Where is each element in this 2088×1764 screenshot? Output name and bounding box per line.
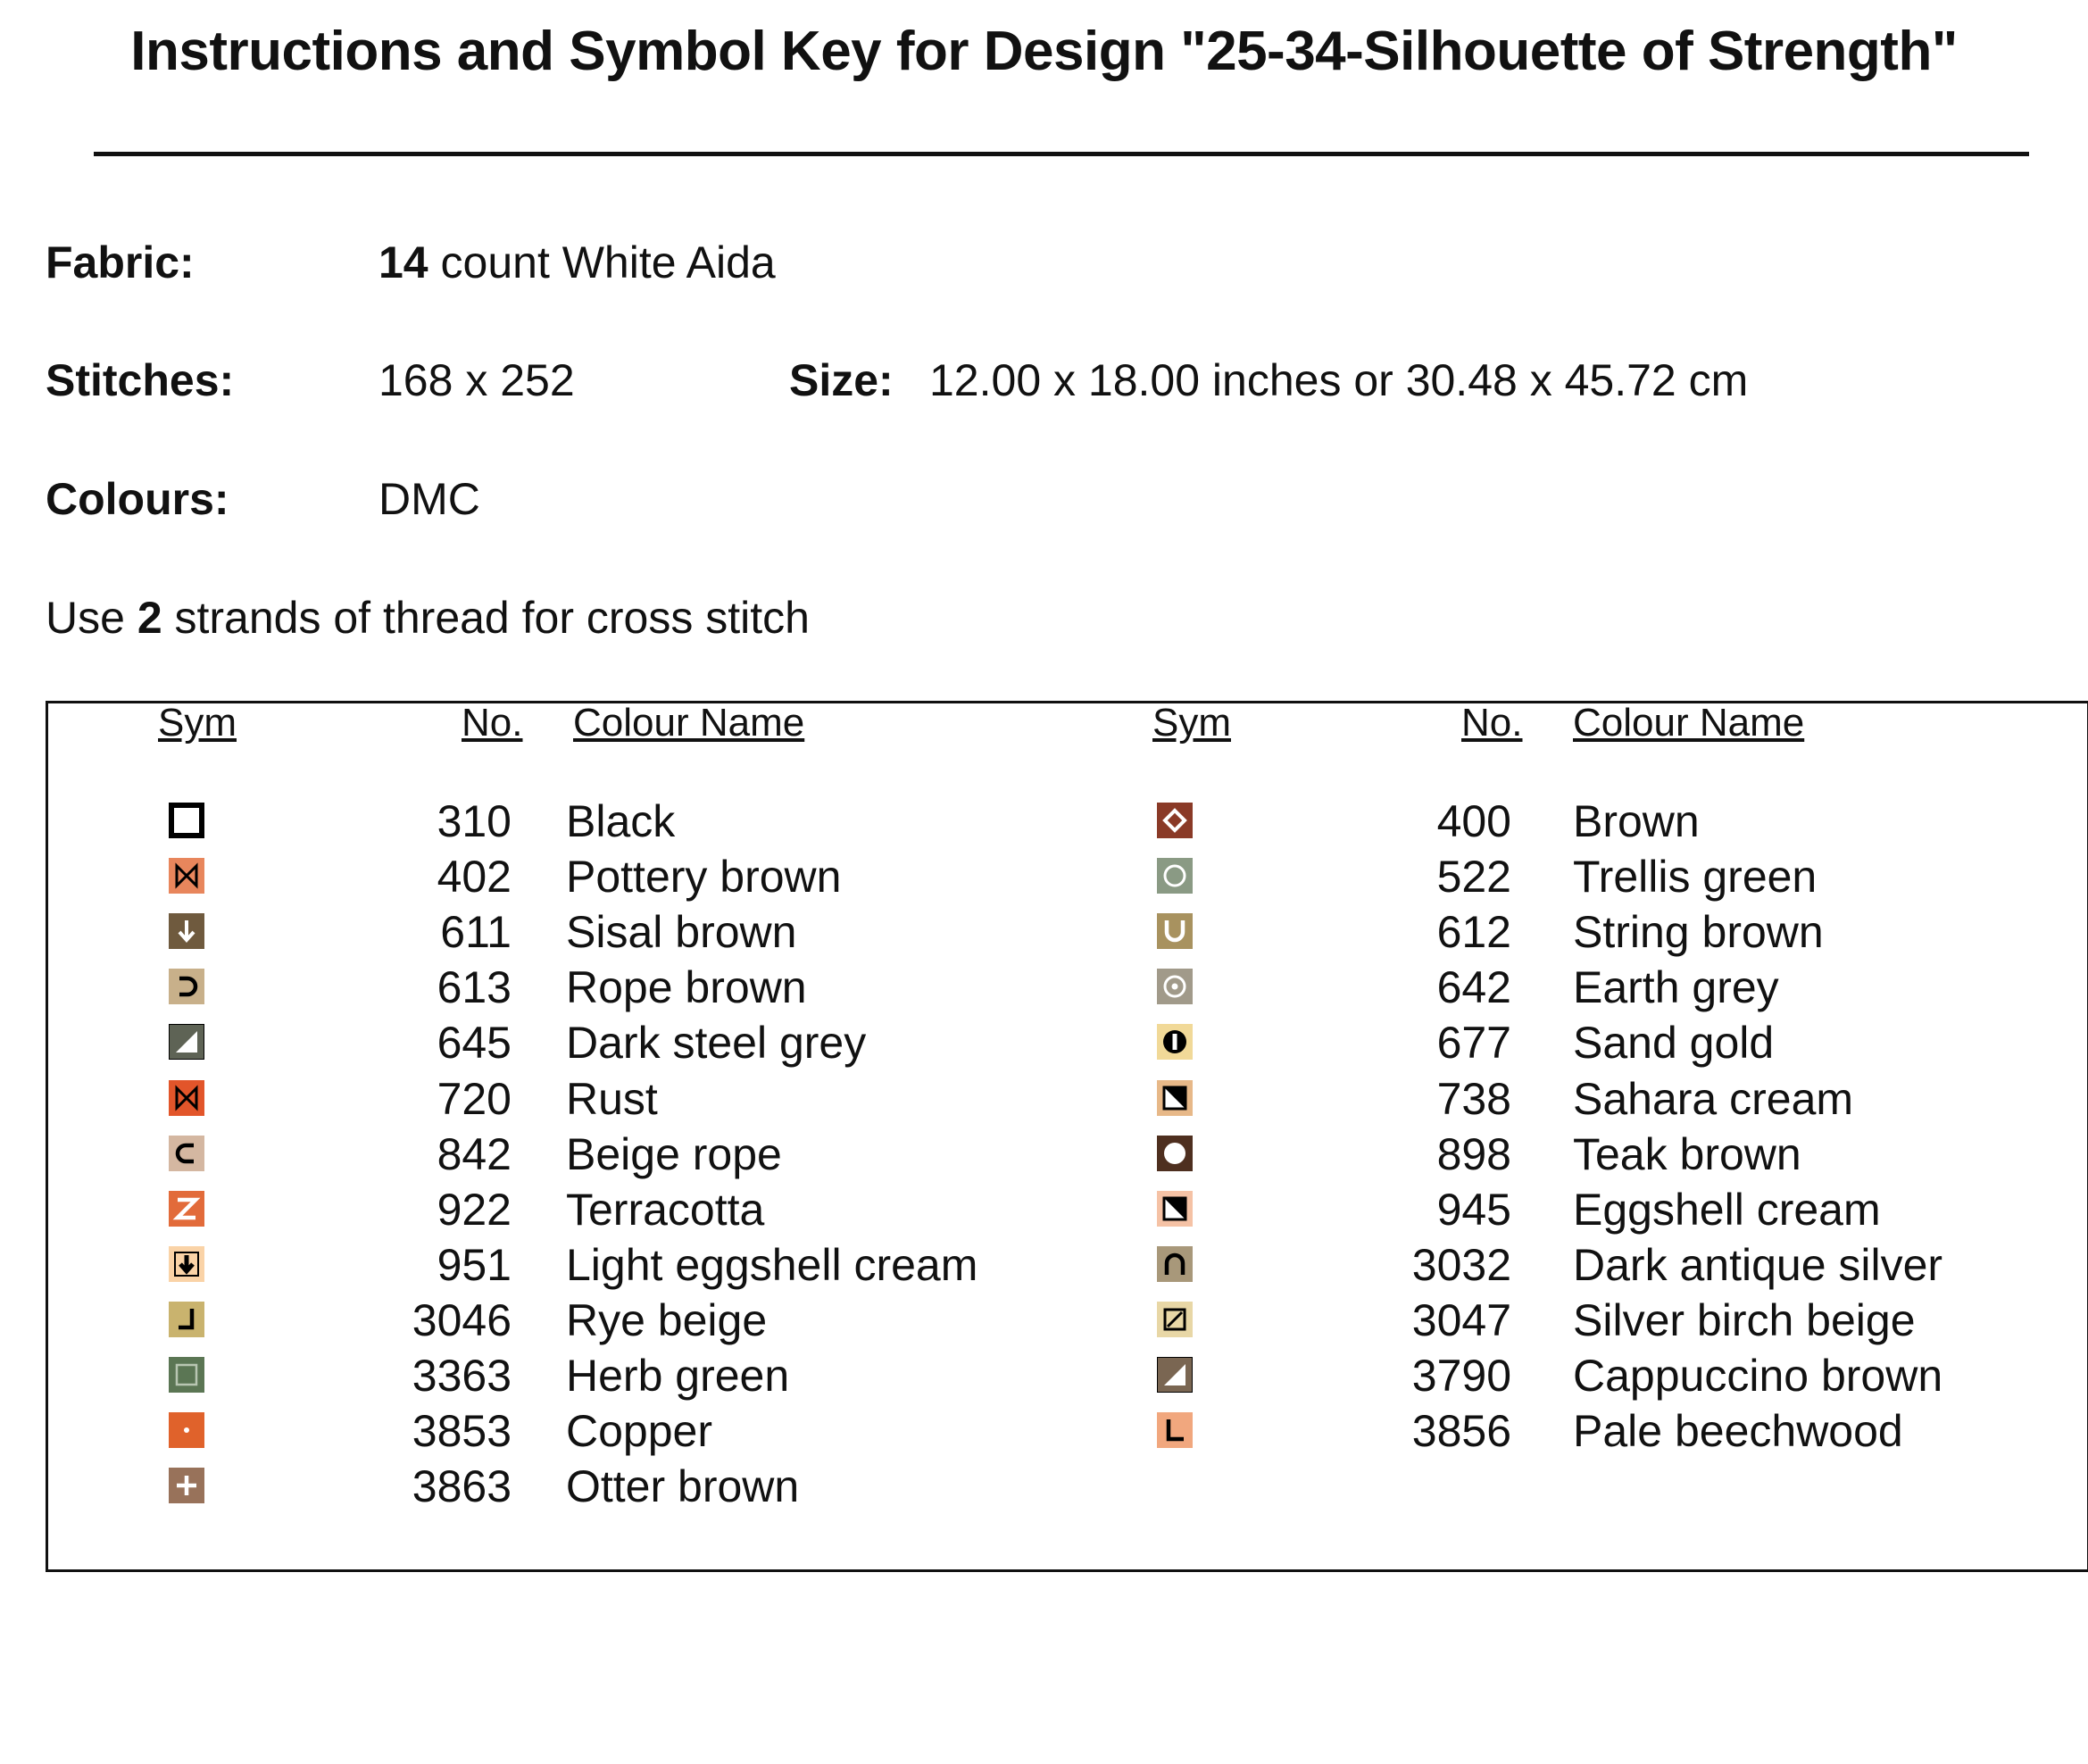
slash-square-icon [1157, 1302, 1193, 1337]
dmc-number: 738 [1436, 1073, 1511, 1124]
arch-icon [1157, 1246, 1193, 1282]
dmc-number: 3363 [412, 1351, 512, 1401]
colour-name: Cappuccino brown [1573, 1351, 1943, 1401]
dmc-number: 400 [1436, 796, 1511, 846]
dmc-number: 945 [1436, 1184, 1511, 1235]
colour-name: Rope brown [566, 962, 807, 1013]
colour-name: Pottery brown [566, 852, 842, 903]
half-square-icon [1157, 1080, 1193, 1116]
header-sym-left: Sym [158, 701, 237, 745]
strands-instruction [46, 592, 810, 644]
strands-count: 2 [137, 593, 162, 643]
u-shape-icon [1157, 913, 1193, 949]
colour-name: Beige rope [566, 1128, 782, 1179]
dmc-number: 842 [437, 1128, 512, 1179]
size-label: Size: [789, 355, 894, 405]
colour-name: Teak brown [1573, 1128, 1801, 1179]
dmc-number: 642 [1436, 962, 1511, 1013]
dmc-number: 612 [1436, 907, 1511, 958]
colour-name: Rye beige [566, 1294, 768, 1345]
dmc-number: 310 [437, 796, 512, 846]
fabric-count: 14 [379, 237, 428, 287]
circle-mark-icon [1157, 1024, 1193, 1060]
dmc-number: 522 [1436, 852, 1511, 903]
header-colour-name-left: Colour Name [573, 701, 805, 745]
header-sym-right: Sym [1152, 701, 1231, 745]
colour-name: Sahara cream [1573, 1073, 1854, 1124]
key-row [0, 1184, 2088, 1244]
circle-outline-icon [1157, 858, 1193, 894]
dmc-number: 3046 [412, 1294, 512, 1345]
colour-name: Black [566, 796, 676, 846]
colours-label: Colours: [46, 474, 229, 524]
strands-suffix: strands of thread for cross stitch [162, 593, 810, 643]
colour-name: Otter brown [566, 1461, 800, 1512]
colour-name: Pale beechwood [1573, 1406, 1903, 1457]
key-row [0, 1073, 2088, 1134]
dmc-number: 402 [437, 852, 512, 903]
dmc-number: 951 [437, 1239, 512, 1290]
colour-name: Silver birch beige [1573, 1294, 1916, 1345]
dmc-number: 611 [440, 907, 512, 958]
dmc-number: 922 [437, 1184, 512, 1235]
key-row [0, 1351, 2088, 1410]
colour-name: Brown [1573, 796, 1700, 846]
key-row [0, 962, 2088, 1022]
header-no-left: No. [462, 701, 523, 745]
half-triangle-icon [1157, 1357, 1193, 1393]
target-icon [1157, 969, 1193, 1004]
colour-name: Trellis green [1573, 852, 1818, 903]
key-row [0, 796, 2088, 856]
dmc-number: 3790 [1411, 1351, 1511, 1401]
key-row [0, 1461, 2088, 1521]
key-row [0, 1128, 2088, 1189]
diamond-icon [1157, 803, 1193, 838]
colour-name: Light eggshell cream [566, 1239, 978, 1290]
stitches-label: Stitches: [46, 355, 235, 405]
dmc-number: 720 [437, 1073, 512, 1124]
fabric-description: count White Aida [428, 237, 776, 287]
key-row [0, 907, 2088, 967]
colour-name: Eggshell cream [1573, 1184, 1881, 1235]
plus-icon [169, 1468, 204, 1503]
dmc-number: 613 [437, 962, 512, 1013]
dmc-number: 677 [1436, 1018, 1511, 1069]
key-row [0, 1018, 2088, 1078]
header-no-right: No. [1461, 701, 1523, 745]
key-row [0, 852, 2088, 911]
dmc-number: 3032 [1411, 1239, 1511, 1290]
colours-value: DMC [379, 474, 480, 524]
colour-name: Sand gold [1573, 1018, 1775, 1069]
colour-name: Sisal brown [566, 907, 797, 958]
colour-name: Dark steel grey [566, 1018, 867, 1069]
strands-prefix: Use [46, 593, 137, 643]
circle-icon [1157, 1136, 1193, 1171]
dmc-number: 3856 [1411, 1406, 1511, 1457]
stitches-value: 168 x 252 [379, 355, 575, 405]
key-row [0, 1406, 2088, 1466]
colour-name: Earth grey [1573, 962, 1779, 1013]
fabric-value [379, 237, 776, 288]
colour-name: Herb green [566, 1351, 790, 1401]
dmc-number: 645 [437, 1018, 512, 1069]
dmc-number: 3863 [412, 1461, 512, 1512]
key-row [0, 1239, 2088, 1300]
letter-l-icon [1157, 1412, 1193, 1448]
dmc-number: 898 [1436, 1128, 1511, 1179]
key-row [0, 1294, 2088, 1355]
fabric-label: Fabric: [46, 237, 195, 287]
colour-name: String brown [1573, 907, 1824, 958]
colour-name: Rust [566, 1073, 658, 1124]
dmc-number: 3047 [1411, 1294, 1511, 1345]
colour-name: Copper [566, 1406, 712, 1457]
page-title: Instructions and Symbol Key for Design "25-34-Silhouette of Strength" [130, 21, 1958, 82]
size-value: 12.00 x 18.00 inches or 30.48 x 45.72 cm [929, 355, 1749, 405]
dmc-number: 3853 [412, 1406, 512, 1457]
header-colour-name-right: Colour Name [1573, 701, 1805, 745]
colour-name: Dark antique silver [1573, 1239, 1943, 1290]
colour-name: Terracotta [566, 1184, 765, 1235]
title-divider [94, 152, 2029, 156]
half-square-icon [1157, 1191, 1193, 1227]
